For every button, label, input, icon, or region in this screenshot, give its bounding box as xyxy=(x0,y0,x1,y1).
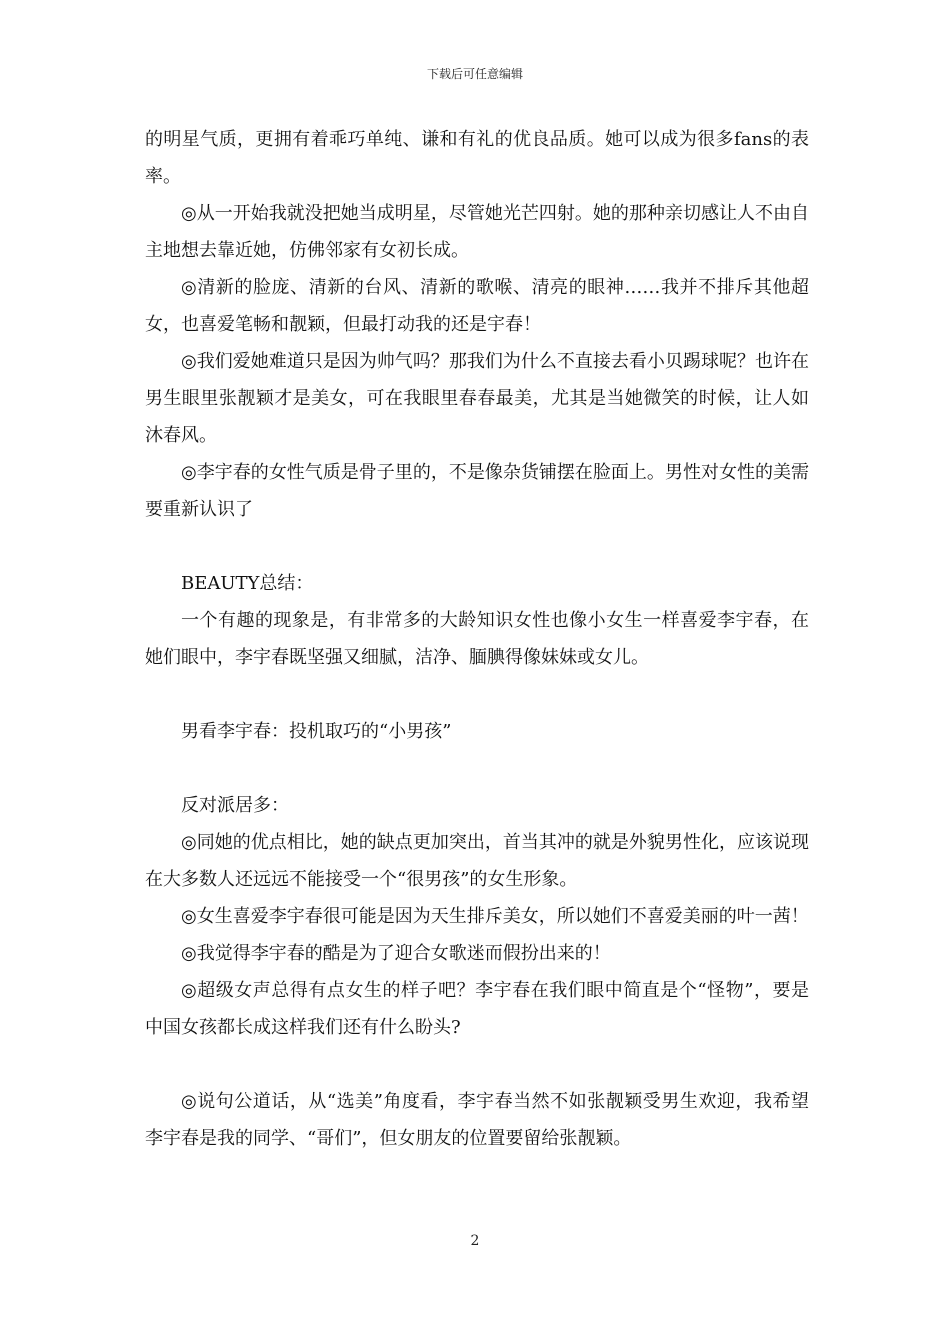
paragraph: ◎我觉得李宇春的酷是为了迎合女歌迷而假扮出来的！ xyxy=(181,943,611,964)
page-header: 下载后可任意编辑 xyxy=(426,67,523,81)
section-heading: 男看李宇春：投机取巧的“小男孩” xyxy=(181,721,452,742)
section-heading: BEAUTY总结： xyxy=(181,573,314,594)
blank-line xyxy=(145,676,809,713)
paragraph: ◎说句公道话，从“选美”角度看，李宇春当然不如张靓颖受男生欢迎，我希望李宇春是我的同学、“哥们”，但女朋友的位置要留给张靓颖。 xyxy=(145,1091,809,1149)
blank-line xyxy=(145,1046,809,1083)
paragraph: 一个有趣的现象是，有非常多的大龄知识女性也像小女生一样喜爱李宇春，在她们眼中，李宇春既坚强又细腻，洁净、腼腆得像妹妹或女儿。 xyxy=(145,610,809,668)
blank-line xyxy=(145,528,809,565)
paragraph: ◎同她的优点相比，她的缺点更加突出，首当其冲的就是外貌男性化，应该说现在大多数人还远远不能接受一个“很男孩”的女生形象。 xyxy=(145,832,809,890)
paragraph: ◎李宇春的女性气质是骨子里的，不是像杂货铺摆在脸面上。男性对女性的美需要重新认识了 xyxy=(145,462,809,520)
paragraph: ◎从一开始我就没把她当成明星，尽管她光芒四射。她的那种亲切感让人不由自主地想去靠近她，仿佛邻家有女初长成。 xyxy=(145,203,809,261)
paragraph: ◎超级女声总得有点女生的样子吧？李宇春在我们眼中简直是个“怪物”，要是中国女孩都长成这样我们还有什么盼头? xyxy=(145,980,809,1038)
section-heading: 反对派居多： xyxy=(181,795,289,816)
paragraph: ◎女生喜爱李宇春很可能是因为天生排斥美女，所以她们不喜爱美丽的叶一茜！ xyxy=(181,906,809,927)
blank-line xyxy=(145,750,809,787)
paragraph: 的明星气质，更拥有着乖巧单纯、谦和有礼的优良品质。她可以成为很多fans的表率。 xyxy=(145,129,809,187)
paragraph: ◎清新的脸庞、清新的台风、清新的歌喉、清亮的眼神……我并不排斥其他超女，也喜爱笔畅和靓颖，但最打动我的还是宇春！ xyxy=(145,277,809,335)
paragraph: ◎我们爱她难道只是因为帅气吗？那我们为什么不直接去看小贝踢球呢？也许在男生眼里张靓颖才是美女，可在我眼里春春最美，尤其是当她微笑的时候，让人如沐春风。 xyxy=(145,351,809,446)
document-body xyxy=(145,121,809,1157)
page-number: 2 xyxy=(470,1233,480,1249)
